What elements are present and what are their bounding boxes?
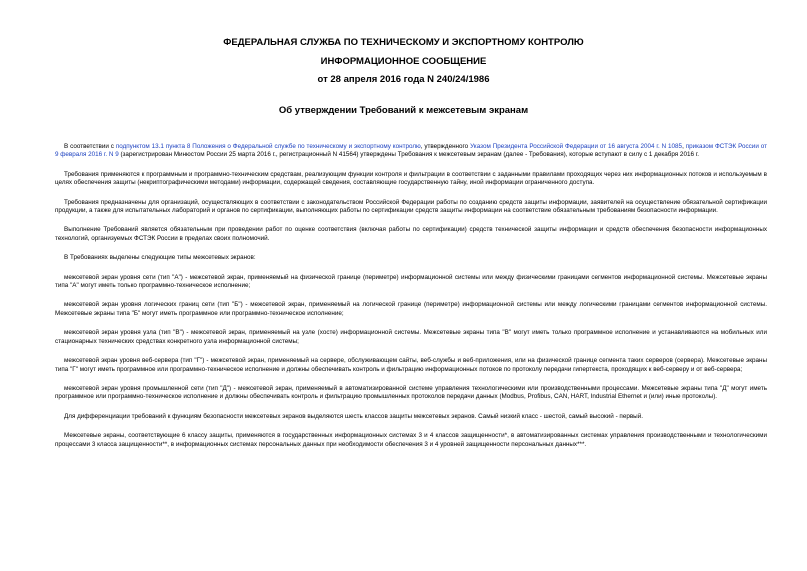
paragraph-type-a: межсетевой экран уровня сети (тип "А") - межсетевой экран, применяемый на физической границе (периметре) информационной системы или между физическими границами сегментов информационной системы. Межсетевые экраны типа "А" могут иметь только программно-техническое исполнение;	[55, 273, 767, 290]
link-presidential-decree[interactable]: Указом Президента Российской Федерации от 16 августа 2004 г. N 1085	[470, 143, 683, 150]
paragraph-class-6: Межсетевые экраны, соответствующие 6 классу защиты, применяются в государственных информационных системах 3 и 4 классов защищенности*, в автоматизированных системах управления производственными и технологическими процессами 3 класса защищенности**, в информационных системах персональных данных при необходимости обеспечения 3 и 4 уровней защищенности персональных данных***.	[55, 432, 767, 448]
document-body	[55, 143, 767, 458]
paragraph-type-v: межсетевой экран уровня узла (тип "В") - межсетевой экран, применяемый на узле (хосте) информационной системы. Межсетевые экраны типа "В" могут иметь только программное исполнение и устанавливаются на мобильных или стационарных технических средствах конкретного узла информационной системы;	[55, 329, 767, 345]
paragraph-classes: Для дифференциации требований к функциям безопасности межсетевых экранов выделяются шесть классов защиты межсетевых экранов. Самый низкий класс - шестой, самый высокий - первый.	[64, 412, 643, 420]
paragraph-type-d: межсетевой экран уровня промышленной сети (тип "Д") - межсетевой экран, применяемый в автоматизированной системе управления технологическими или производственными процессами. Межсетевые экраны типа "Д" могут иметь программное или программно-техническое исполнение и должны обеспечивать контроль и фильтрацию промышленных протоколов передачи данных (Modbus, Profibus, CAN, HART, Industrial Ethernet и (или) иные протоколы).	[55, 384, 767, 401]
intro-text-2: , утвержденного	[420, 143, 471, 150]
paragraph-type-g: межсетевой экран уровня веб-сервера (тип "Г") - межсетевой экран, применяемый на сервере, обслуживающем сайты, веб-службы и веб-приложения, или на физической границе сегмента таких серверов (сервера). Межсетевые экраны типа "Г" могут иметь программное или программно-техническое исполнение и должны обеспечивать контроль и фильтрацию информационных потоков по протоколу передачи гипертекста, проходящих к веб-серверу и от веб-сервера;	[55, 357, 767, 373]
paragraph-intro	[55, 143, 767, 160]
agency-name: ФЕДЕРАЛЬНАЯ СЛУЖБА ПО ТЕХНИЧЕСКОМУ И ЭКСПОРТНОМУ КОНТРОЛЮ	[223, 37, 584, 48]
paragraph-type-b: межсетевой экран уровня логических границ сети (тип "Б") - межсетевой экран, применяемый на логической границе (периметре) информационной системы или между логическими границами сегментов информационной системы. Межсетевые экраны типа "Б" могут иметь программное или программно-техническое исполнение;	[55, 301, 767, 317]
link-regulation-fstec[interactable]: подпунктом 13.1 пункта 8 Положения о Федеральной службе по техническому и экспортному контролю	[115, 143, 421, 150]
document-type: ИНФОРМАЦИОННОЕ СООБЩЕНИЕ	[320, 56, 487, 67]
document-date: от 28 апреля 2016 года N 240/24/1986	[317, 74, 490, 85]
document-title: Об утверждении Требований к межсетевым экранам	[278, 105, 529, 116]
intro-text-3: ,	[682, 143, 686, 150]
paragraph-application: Требования применяются к программным и программно-техническим средствам, реализующим функции контроля и фильтрации в соответствии с заданными правилами проходящих через них информационных потоков и используемым в целях обеспечения защиты (некриптографическими методами) информации, содержащей сведения, составляющие государственную тайну, иной информации ограниченного доступа.	[55, 170, 767, 187]
paragraph-types-intro: В Требованиях выделены следующие типы межсетевых экранов:	[64, 254, 256, 262]
link-fstec-order[interactable]: приказом ФСТЭК России от 9 февраля 2016 г. N 9	[55, 143, 767, 159]
paragraph-purpose: Требования предназначены для организаций, осуществляющих в соответствии с законодательством Российской Федерации работы по созданию средств защиты информации, заявителей на осуществление обязательной сертификации продукции, а также для испытательных лабораторий и органов по сертификации, выполняющих работы по сертификации средств защиты информации на соответствие обязательным требованиям безопасности информации.	[55, 198, 767, 215]
paragraph-mandatory: Выполнение Требований является обязательным при проведении работ по оценке соответствия (включая работы по сертификации) средств технической защиты информации и средств обеспечения безопасности информационных технологий, организуемых ФСТЭК России в пределах своих полномочий.	[55, 226, 767, 242]
intro-text-1: В соответствии с	[64, 143, 116, 150]
intro-text-4: (зарегистрирован Минюстом России 25 марта 2016 г., регистрационный N 41564) утверждены Требования к межсетевым экранам (далее - Требования), которые вступают в силу с 1 декабря 2016 г.	[118, 151, 699, 159]
